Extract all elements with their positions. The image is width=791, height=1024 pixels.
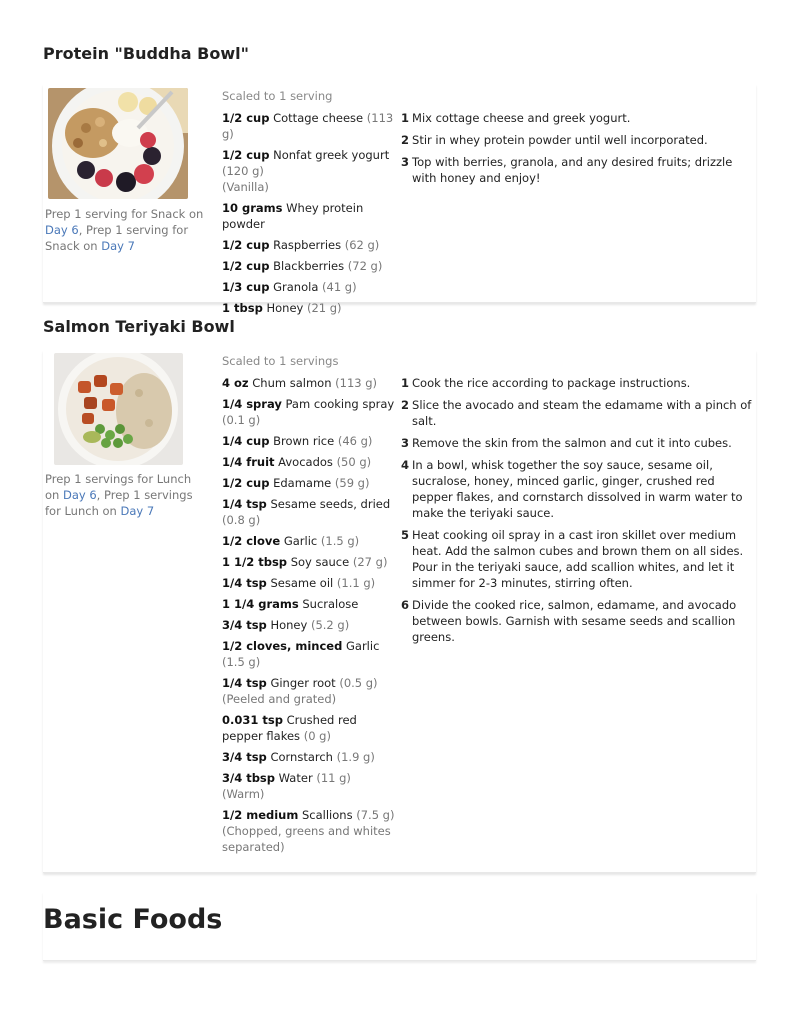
ingredient-item — [222, 596, 400, 612]
step-number: 4 — [401, 458, 410, 472]
step-text: Mix cottage cheese and greek yogurt. — [412, 111, 631, 125]
ingredient-grams: (120 g) — [222, 164, 264, 178]
ingredient-item — [222, 433, 400, 449]
ingredient-grams: (5.2 g) — [310, 618, 350, 632]
ingredient-name: Sesame oil — [270, 576, 334, 590]
step-text: Stir in whey protein powder until well incorporated. — [412, 133, 708, 147]
ingredient-grams: (7.5 g) — [356, 808, 395, 822]
recipe-photo — [48, 88, 188, 199]
step-text: Top with berries, granola, and any desired fruits; drizzle with honey and enjoy! — [412, 155, 733, 185]
ingredient-grams: (1.5 g) — [222, 655, 261, 669]
ingredient-amount: 1/4 tsp — [222, 497, 267, 511]
ingredient-amount: 3/4 tbsp — [222, 771, 276, 785]
scaled-note: Scaled to 1 servings — [222, 354, 339, 368]
ingredient-grams: (50 g) — [336, 455, 372, 469]
ingredient-name: Pam cooking spray — [285, 397, 395, 411]
ingredient-grams: (1.1 g) — [336, 576, 376, 590]
ingredient-amount: 1 1/2 tbsp — [222, 555, 288, 569]
ingredient-item — [222, 749, 400, 765]
ingredient-amount: 1/2 cup — [222, 111, 270, 125]
ingredient-note: (Vanilla) — [222, 180, 269, 194]
ingredient-name: Scallions — [302, 808, 353, 822]
ingredient-grams: (46 g) — [337, 434, 373, 448]
ingredient-item — [222, 200, 400, 232]
ingredient-amount: 1/2 cup — [222, 148, 270, 162]
ingredient-item — [222, 110, 400, 142]
ingredient-amount: 1/2 clove — [222, 534, 281, 548]
ingredient-item — [222, 375, 400, 391]
ingredient-amount: 4 oz — [222, 376, 249, 390]
ingredient-grams: (62 g) — [344, 238, 380, 252]
instruction-step — [401, 375, 753, 391]
ingredient-name: Blackberries — [273, 259, 345, 273]
ingredient-item — [222, 554, 400, 570]
ingredient-name: Cornstarch — [270, 750, 333, 764]
step-text: Cook the rice according to package instructions. — [412, 376, 691, 390]
ingredient-name: Honey — [266, 301, 304, 315]
instruction-step — [401, 597, 753, 645]
ingredient-grams: (11 g) — [316, 771, 351, 785]
ingredient-amount: 1/4 fruit — [222, 455, 275, 469]
day-link[interactable]: Day 6 — [62, 488, 97, 502]
ingredient-note: (Chopped, greens and whites separated) — [222, 824, 391, 854]
instruction-step — [401, 132, 753, 148]
ingredient-grams: (1.9 g) — [336, 750, 375, 764]
instruction-list — [401, 375, 753, 651]
ingredient-item — [222, 807, 400, 855]
ingredient-item — [222, 237, 400, 253]
ingredient-item — [222, 279, 400, 295]
ingredient-name: Honey — [270, 618, 308, 632]
ingredient-item — [222, 617, 400, 633]
scaled-note: Scaled to 1 serving — [222, 89, 333, 103]
prep-text: Prep 1 serving for Snack on — [45, 207, 204, 221]
ingredient-grams: (27 g) — [352, 555, 388, 569]
ingredient-name: Avocados — [278, 455, 333, 469]
recipe-photo — [54, 353, 183, 465]
prep-text: Prep 1 servings for Lunch on — [45, 472, 192, 502]
ingredient-item — [222, 454, 400, 470]
ingredient-grams: (59 g) — [334, 476, 370, 490]
ingredient-name: Edamame — [273, 476, 332, 490]
step-number: 1 — [401, 111, 410, 125]
instruction-step — [401, 110, 753, 126]
ingredient-name: Crushed red pepper flakes — [222, 713, 357, 743]
ingredient-name: Nonfat greek yogurt — [273, 148, 390, 162]
ingredient-grams: (41 g) — [322, 280, 357, 294]
ingredient-list — [222, 375, 400, 860]
ingredient-amount: 1/2 cup — [222, 238, 270, 252]
instruction-step — [401, 435, 753, 451]
ingredient-grams: (113 g) — [335, 376, 378, 390]
ingredient-item — [222, 258, 400, 274]
day-link[interactable]: Day 7 — [101, 239, 135, 253]
step-text: Slice the avocado and steam the edamame with a pinch of salt. — [412, 398, 752, 428]
ingredient-grams: (21 g) — [306, 301, 342, 315]
ingredient-name: Cottage cheese — [273, 111, 364, 125]
ingredient-grams: (0.8 g) — [222, 513, 261, 527]
ingredient-name: Whey protein powder — [222, 201, 364, 231]
ingredient-amount: 1 tbsp — [222, 301, 263, 315]
ingredient-grams: (1.5 g) — [320, 534, 360, 548]
ingredient-item — [222, 533, 400, 549]
ingredient-item — [222, 300, 400, 316]
ingredient-name: Garlic — [346, 639, 380, 653]
ingredient-item — [222, 638, 400, 670]
instruction-list — [401, 110, 753, 192]
instruction-step — [401, 527, 753, 591]
recipe-title: Protein "Buddha Bowl" — [43, 44, 249, 63]
ingredient-amount: 1/2 cup — [222, 476, 270, 490]
prep-note — [45, 471, 205, 519]
step-number: 3 — [401, 155, 410, 169]
ingredient-note: (Peeled and grated) — [222, 692, 337, 706]
step-number: 5 — [401, 528, 410, 542]
ingredient-amount: 0.031 tsp — [222, 713, 283, 727]
prep-text: , Prep 1 serving for Snack on — [45, 223, 189, 253]
ingredient-item — [222, 496, 400, 528]
ingredient-name: Raspberries — [273, 238, 342, 252]
ingredient-amount: 3/4 tsp — [222, 618, 267, 632]
step-text: Divide the cooked rice, salmon, edamame, and avocado between bowls. Garnish with sesame seeds and scallion greens. — [412, 598, 737, 644]
ingredient-amount: 1/4 cup — [222, 434, 270, 448]
ingredient-item — [222, 396, 400, 428]
ingredient-name: Brown rice — [273, 434, 335, 448]
ingredient-grams: (0.5 g) — [339, 676, 378, 690]
ingredient-item — [222, 675, 400, 707]
ingredient-item — [222, 770, 400, 802]
step-number: 2 — [401, 133, 410, 147]
ingredient-name: Granola — [273, 280, 319, 294]
ingredient-name: Water — [278, 771, 313, 785]
prep-note — [45, 206, 205, 254]
ingredient-name: Sucralose — [302, 597, 359, 611]
ingredient-grams: (113 g) — [222, 111, 394, 141]
ingredient-amount: 1 1/4 grams — [222, 597, 299, 611]
ingredient-name: Garlic — [283, 534, 318, 548]
step-number: 6 — [401, 598, 410, 612]
ingredient-grams: (0 g) — [303, 729, 331, 743]
prep-text: , Prep 1 servings for Lunch on — [45, 488, 193, 518]
day-link[interactable]: Day 7 — [120, 504, 155, 518]
day-link[interactable]: Day 6 — [45, 223, 79, 237]
recipe-title: Salmon Teriyaki Bowl — [43, 317, 235, 336]
ingredient-amount: 3/4 tsp — [222, 750, 267, 764]
step-text: Heat cooking oil spray in a cast iron skillet over medium heat. Add the salmon cubes and brown them on all sides. Pour in the teriyaki sauce, add scallion whites, and let it simmer for 2-3 minutes, stirring often. — [412, 528, 744, 590]
ingredient-amount: 10 grams — [222, 201, 283, 215]
ingredient-name: Soy sauce — [290, 555, 350, 569]
ingredient-amount: 1/4 tsp — [222, 576, 267, 590]
ingredient-grams: (0.1 g) — [222, 413, 261, 427]
ingredient-amount: 1/2 cup — [222, 259, 270, 273]
instruction-step — [401, 154, 753, 186]
ingredient-item — [222, 575, 400, 591]
ingredient-item — [222, 475, 400, 491]
ingredient-name: Ginger root — [270, 676, 336, 690]
ingredient-grams: (72 g) — [347, 259, 383, 273]
ingredient-note: (Warm) — [222, 787, 265, 801]
step-number: 2 — [401, 398, 410, 412]
instruction-step — [401, 457, 753, 521]
step-number: 3 — [401, 436, 410, 450]
section-title: Basic Foods — [43, 904, 223, 935]
ingredient-name: Chum salmon — [252, 376, 332, 390]
ingredient-amount: 1/2 medium — [222, 808, 299, 822]
ingredient-amount: 1/2 cloves, minced — [222, 639, 343, 653]
step-text: In a bowl, whisk together the soy sauce, sesame oil, sucralose, honey, minced garlic, ginger, crushed red pepper flakes, and cornstarch dissolved in warm water to make the teriyaki sauce. — [412, 458, 743, 520]
ingredient-list — [222, 110, 400, 321]
ingredient-amount: 1/3 cup — [222, 280, 270, 294]
ingredient-item — [222, 712, 400, 744]
ingredient-name: Sesame seeds, dried — [270, 497, 391, 511]
step-number: 1 — [401, 376, 410, 390]
ingredient-amount: 1/4 tsp — [222, 676, 267, 690]
ingredient-item — [222, 147, 400, 195]
ingredient-amount: 1/4 spray — [222, 397, 282, 411]
step-text: Remove the skin from the salmon and cut it into cubes. — [412, 436, 732, 450]
instruction-step — [401, 397, 753, 429]
